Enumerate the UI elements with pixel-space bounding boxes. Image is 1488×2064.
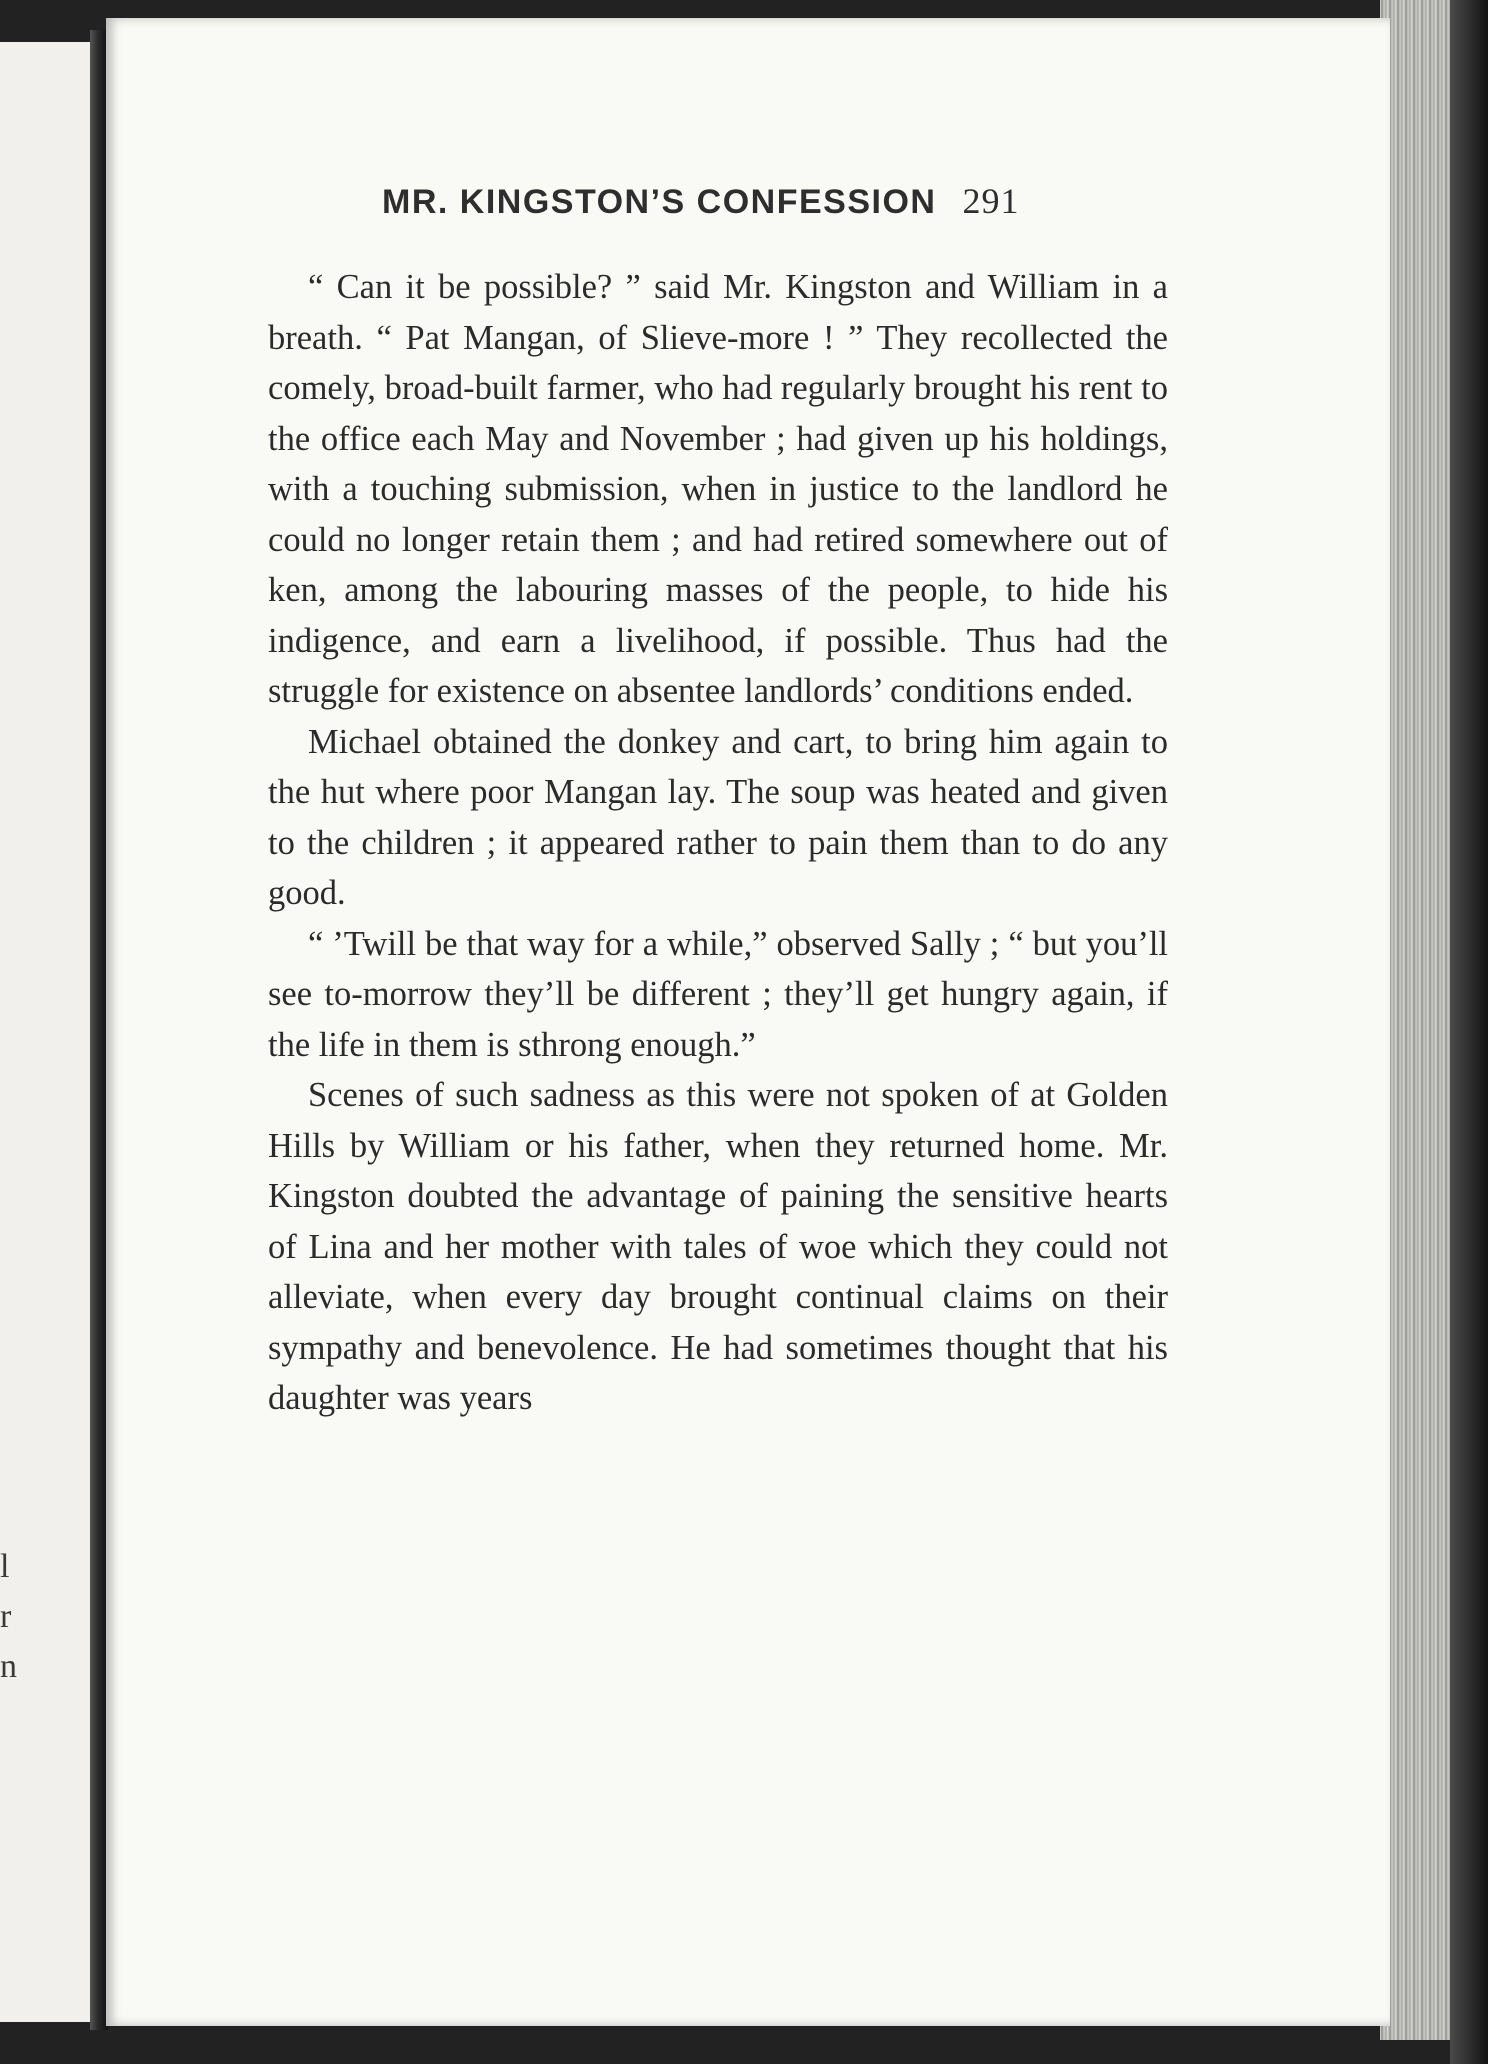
facing-page-text-fragments: [0, 1542, 20, 1692]
facing-page-fragment: l: [0, 1548, 10, 1585]
facing-page-fragment: n: [0, 1648, 17, 1685]
paragraph: “ ’Twill be that way for a while,” observed Sally ; “ but you’ll see to-morrow they’ll be different ; they’ll get hungry again, if the life in them is sthrong enough.”: [268, 924, 1168, 1064]
facing-page-edge: [0, 42, 98, 2022]
running-head: [382, 180, 1142, 240]
page-number: 291: [962, 181, 1020, 221]
paragraph: “ Can it be possible? ” said Mr. Kingston and William in a breath. “ Pat Mangan, of Slieve-more ! ” They recollected the comely, broad-built farmer, who had regularly brought his rent to the office each May and November ; had given up his holdings, with a touching submission, when in justice to the landlord he could no longer retain them ; and had retired somewhere out of ken, among the labouring masses of the people, to hide his indigence, and earn a livelihood, if possible. Thus had the struggle for existence on absentee landlords’ conditions ended.: [268, 268, 1168, 710]
page-fore-edge: [1380, 0, 1450, 2040]
facing-page-fragment: r: [0, 1598, 12, 1635]
running-head-title: MR. KINGSTON’S CONFESSION: [382, 183, 937, 221]
body-text: [268, 262, 1168, 1424]
paragraph: Scenes of such sadness as this were not spoken of at Golden Hills by William or his father, when they returned home. Mr. Kingston doubted the advantage of paining the sensitive hearts of Lina and her mother with tales of woe which they could not alleviate, when every day brought continual claims on their sympathy and benevolence. He had sometimes thought that his daughter was years: [268, 1076, 1168, 1417]
book-cover-shadow: [1450, 0, 1488, 2064]
paragraph: Michael obtained the donkey and cart, to bring him again to the hut where poor Mangan lay. The soup was heated and given to the children ; it appeared rather to pain them than to do any good.: [268, 722, 1168, 912]
